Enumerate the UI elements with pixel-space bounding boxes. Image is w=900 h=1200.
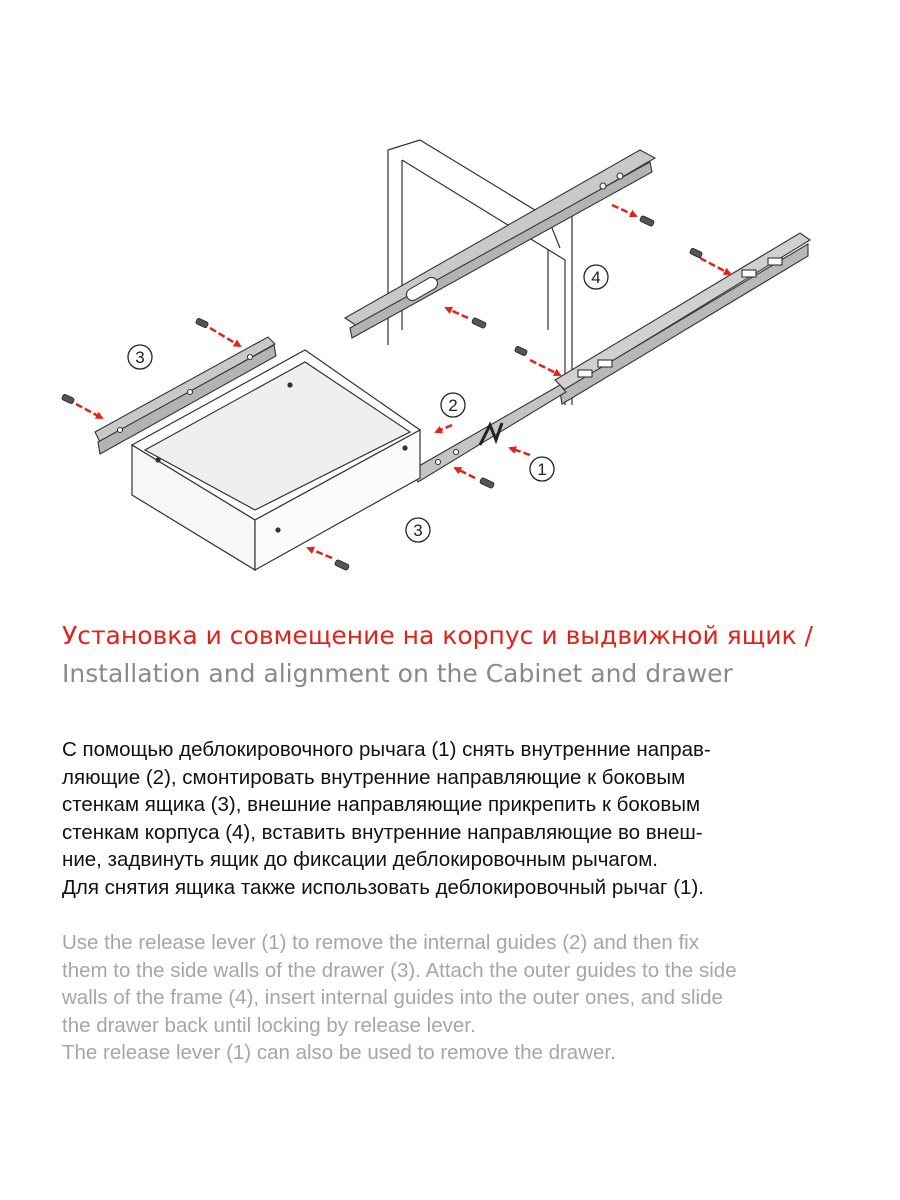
paragraph-line: walls of the frame (4), insert internal guides into the outer ones, and slide [62, 986, 723, 1009]
paragraph-line: The release lever (1) can also be used to remove the drawer. [62, 1041, 616, 1064]
description-english [62, 929, 842, 1067]
paragraph-line: ние, задвинуть ящик до фиксации деблокировочным рычагом. [62, 848, 658, 871]
callout-3-left [128, 345, 152, 369]
paragraph-line: the drawer back until locking by release lever. [62, 1013, 476, 1037]
paragraph-line: стенкам корпуса (4), вставить внутренние направляющие во внеш- [62, 820, 703, 844]
paragraph-line: Use the release lever (1) to remove the internal guides (2) and then fix [62, 931, 699, 954]
description-russian [62, 736, 842, 901]
heading-english: Installation and alignment on the Cabinet and drawer [62, 659, 733, 688]
screws [61, 215, 702, 570]
heading-russian: Установка и совмещение на корпус и выдвижной ящик / [62, 621, 813, 650]
paragraph-line: them to the side walls of the drawer (3). Attach the outer guides to the side [62, 958, 737, 982]
callout-2 [441, 393, 465, 417]
paragraph-line: стенкам ящика (3), внешние направляющие прикрепить к боковым [62, 793, 701, 816]
svg-text:4: 4 [591, 268, 601, 287]
svg-text:3: 3 [135, 348, 145, 367]
paragraph-line: С помощью деблокировочного рычага (1) снять внутренние направ- [62, 738, 711, 761]
paragraph-line: ляющие (2), смонтировать внутренние направляющие к боковым [62, 765, 686, 789]
upper-cabinet-rail [345, 150, 655, 338]
paragraph-line: Для снятия ящика также использовать деблокировочный рычаг (1). [62, 875, 704, 899]
svg-text:1: 1 [537, 460, 547, 479]
callout-4 [584, 265, 608, 289]
drawer-box [132, 350, 423, 570]
cabinet-frame [388, 140, 572, 405]
callout-1 [530, 457, 554, 481]
svg-text:3: 3 [413, 521, 423, 540]
callout-3-bottom [406, 518, 430, 542]
right-cabinet-rail [555, 233, 810, 404]
svg-text:2: 2 [448, 396, 458, 415]
